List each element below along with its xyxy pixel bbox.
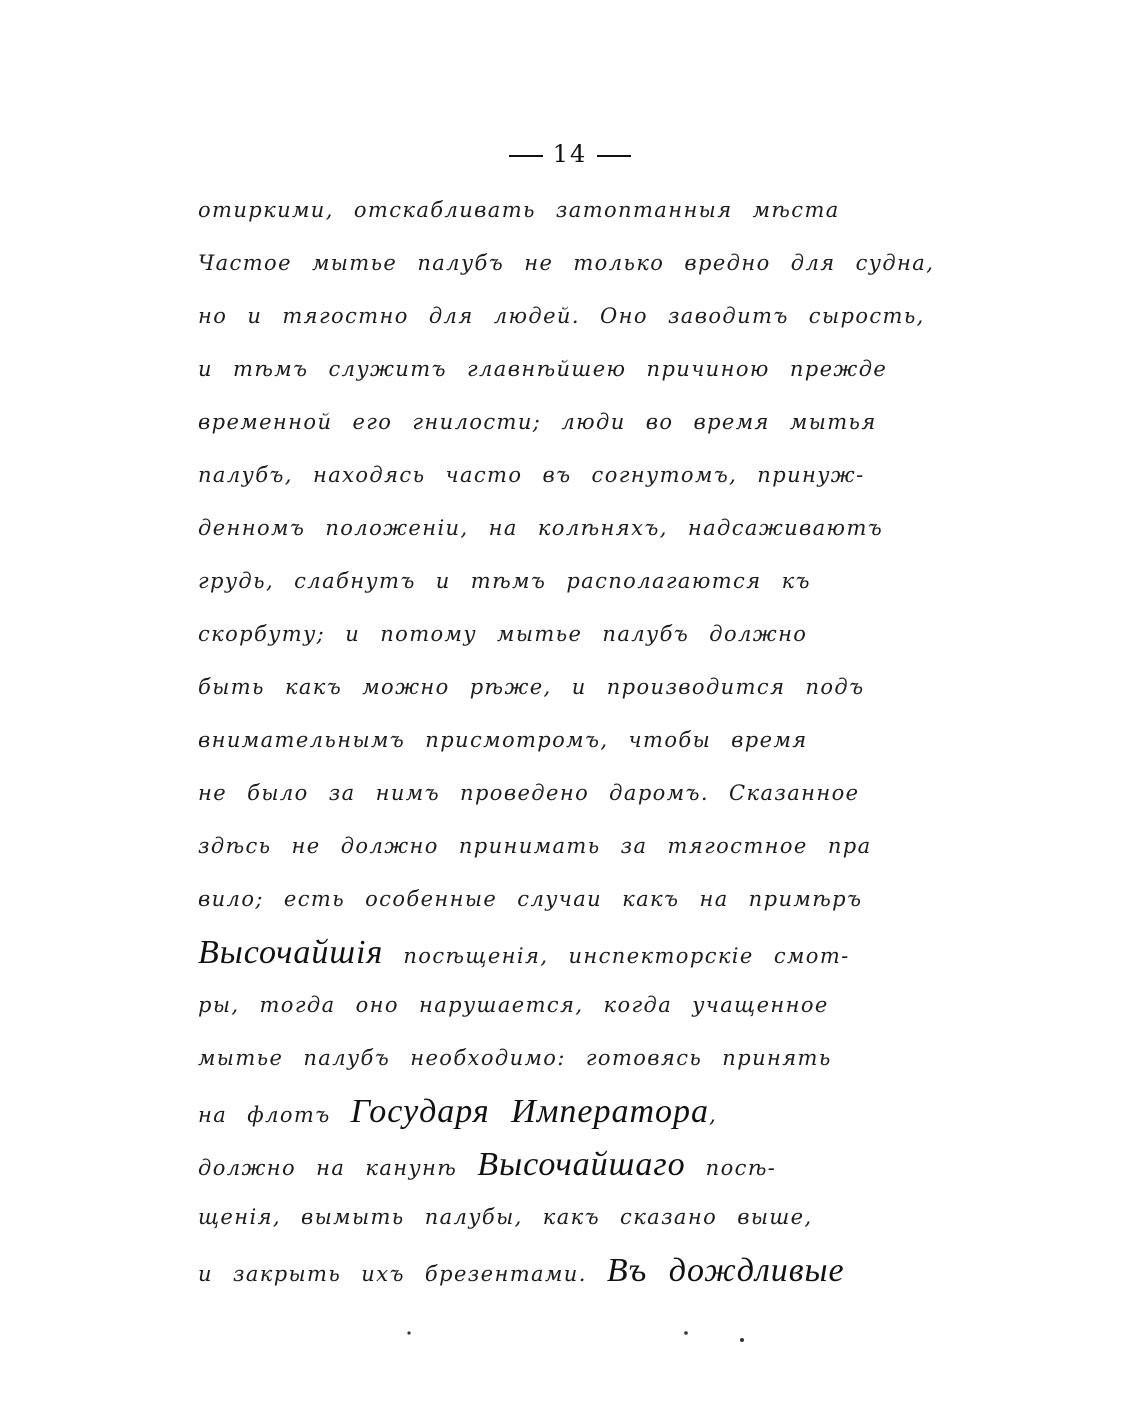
text-line: ры, тогда оно нарушается, когда учащенное (198, 993, 829, 1017)
text-line: палубъ, находясь часто въ согнутомъ, принуж- (198, 463, 865, 487)
emphasized-word: Высочайшія (198, 934, 384, 971)
paper-speck (740, 1338, 744, 1342)
page-number (0, 140, 1140, 168)
emphasized-word: Высочайшаго (477, 1146, 686, 1183)
text-line: мытье палубъ необходимо: готовясь принять (198, 1046, 832, 1070)
text-line: грудь, слабнутъ и тѣмъ располагаются къ (198, 569, 811, 593)
text-line: но и тягостно для людей. Оно заводитъ сырость, (198, 304, 925, 328)
text-line (198, 1138, 1044, 1191)
text-line: быть какъ можно рѣже, и производится подъ (198, 675, 865, 699)
text-segment: на флотъ (198, 1103, 351, 1127)
page-number-value: 14 (552, 140, 588, 168)
text-line: отиркими, отскабливать затоптанныя мѣста (198, 198, 840, 222)
paper-speck (407, 1331, 410, 1334)
text-segment: и закрыть ихъ брезентами. (198, 1262, 607, 1286)
paper-speck (684, 1331, 688, 1335)
handwritten-text-body (198, 184, 1044, 1297)
text-line: денномъ положеніи, на колѣняхъ, надсаживаютъ (198, 516, 884, 540)
emphasized-word: Государя Императора (350, 1093, 710, 1130)
emphasized-word: Въ дождливые (606, 1252, 845, 1289)
page-number-dash-left (509, 155, 543, 157)
text-line: скорбуту; и потому мытье палубъ должно (198, 622, 808, 646)
text-segment: посѣ- (685, 1156, 777, 1180)
text-line: внимательнымъ присмотромъ, чтобы время (198, 728, 808, 752)
text-segment: посѣщенія, инспекторскіе смот- (383, 944, 850, 968)
text-line (198, 1085, 1044, 1138)
text-line: не было за нимъ проведено даромъ. Сказанное (198, 781, 860, 805)
text-line: временной его гнилости; люди во время мытья (198, 410, 877, 434)
text-line: Частое мытье палубъ не только вредно для судна, (198, 251, 935, 275)
page-number-dash-right (597, 155, 631, 157)
text-line: и тѣмъ служитъ главнѣйшею причиною прежде (198, 357, 888, 381)
text-segment: должно на канунѣ (198, 1156, 478, 1180)
text-line (198, 926, 1044, 979)
text-line (198, 1244, 1044, 1297)
text-line: щенія, вымыть палубы, какъ сказано выше, (198, 1205, 813, 1229)
text-segment: , (709, 1103, 718, 1127)
text-line: вило; есть особенные случаи какъ на примѣръ (198, 887, 863, 911)
text-line: здѣсь не должно принимать за тягостное пра (198, 834, 872, 858)
